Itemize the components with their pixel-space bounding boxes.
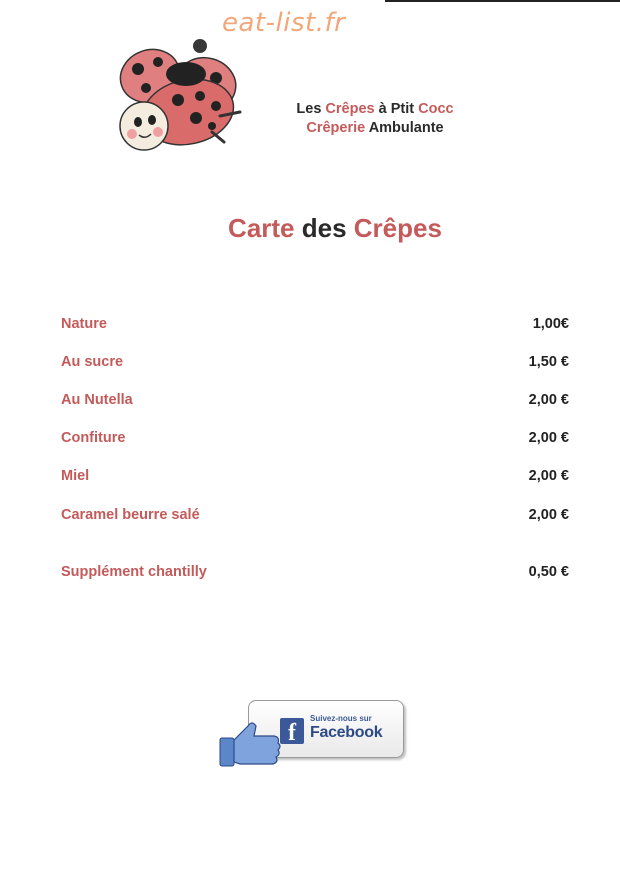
menu-item-price: 2,00 €	[528, 468, 569, 484]
menu-item-supplement	[61, 564, 571, 584]
facebook-f-icon: f	[280, 718, 304, 744]
facebook-label: Facebook	[310, 724, 383, 741]
menu-item-price: 2,00 €	[528, 392, 569, 408]
page-title: Carte des Crêpes	[228, 213, 442, 243]
menu-item-name: Confiture	[61, 430, 126, 446]
menu-item-price: 0,50 €	[528, 564, 569, 580]
menu-item	[61, 354, 571, 374]
header-line-2: Crêperie Ambulante	[306, 120, 444, 136]
top-border-line	[385, 0, 620, 2]
facebook-follow-text: Suivez-nous sur	[310, 714, 372, 723]
thumbs-up-icon	[218, 716, 288, 770]
menu-item-name: Au sucre	[61, 354, 124, 370]
restaurant-header	[260, 100, 490, 138]
menu-item	[61, 316, 571, 336]
menu-item	[61, 507, 571, 527]
menu-item	[61, 430, 571, 450]
menu-item-name: Caramel beurre salé	[61, 507, 200, 523]
menu-item-name: Nature	[61, 316, 107, 332]
watermark: eat-list.fr	[222, 8, 346, 38]
menu-item-price: 1,00€	[532, 316, 569, 332]
facebook-follow-badge[interactable]	[218, 698, 408, 770]
menu-item-name: Miel	[61, 468, 90, 484]
menu-item-name: Supplément chantilly	[61, 564, 207, 580]
menu-item-price: 2,00 €	[528, 507, 569, 523]
menu-item-name: Au Nutella	[61, 392, 133, 408]
menu-item	[61, 392, 571, 412]
ladybug-logo	[108, 34, 248, 164]
menu-item-price: 2,00 €	[528, 430, 569, 446]
header-line-1: Les Crêpes à Ptit Cocc	[296, 101, 454, 117]
menu-item-price: 1,50 €	[528, 354, 569, 370]
menu-item	[61, 468, 571, 488]
